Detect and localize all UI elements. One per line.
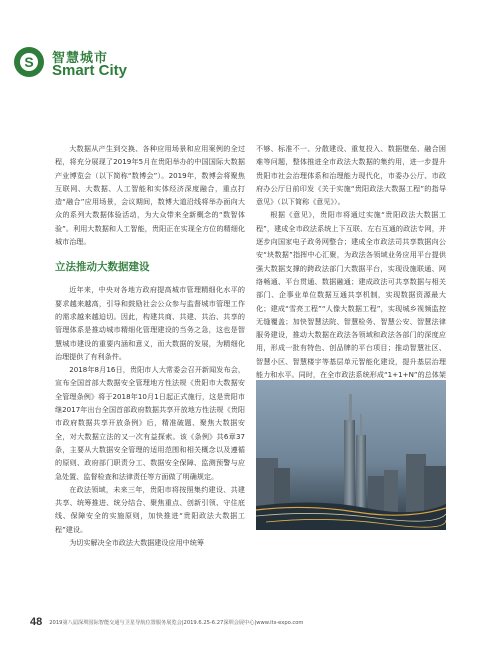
body-paragraph: 2018年8月16日，贵阳市人大常委会召开新闻发布会，宣布全国首部大数据安全管理地方性法规《贵阳市大数据安全管理条例》将于2018年10月1日起正式施行，这是贵阳市继2017年出台全国首部政府数据共享开放地方性法规《贵阳市政府数据共享开放条例》后，精准破题、聚焦大数据安全，对大数据立法的又一次有益探索。该《条例》共6章37条，主要从大数据安全管理的适用范围和相关概念以及遵循的原则、政府部门职责分工、数据安全保障、监测预警与应急处置、监督检查和法律责任等方面做了明确规定。 bbox=[55, 365, 245, 481]
body-paragraph: 近年来，中央对各地方政府提高城市管理精细化水平的要求越来越高，引导和鼓励社会公众参与监督城市管理工作的需求越来越迫切。因此，构建共商、共建、共治、共享的管理体系是推动城市精细化管理建设的当务之急，这也是智慧城市建设的重要内涵和意义，而大数据的发展，为精细化治理提供了有利条件。 bbox=[55, 285, 245, 361]
left-text-column bbox=[55, 142, 245, 549]
section-brand-english: Smart City bbox=[52, 62, 128, 79]
section-brand-chinese: 智慧城市 bbox=[52, 51, 109, 66]
city-skyline-photo bbox=[256, 380, 446, 530]
body-paragraph: 为切实解决全市政法大数据建设应用中统筹 bbox=[69, 538, 204, 548]
footer-event-info: 2019第八届深圳国际智能交通与卫星导航位置服务展览会|2019.6.25-6.27深圳会展中心|www.its-expo.com bbox=[49, 619, 304, 626]
logo-letter: S bbox=[20, 53, 38, 71]
section-heading: 立法推动大数据建设 bbox=[55, 261, 150, 274]
body-paragraph: 在政法领域，未来三年，贵阳市将按照集约建设、共建共享、统筹推进、统分结合、聚焦重点、创新引领、守住底线、保障安全的实施原则，加快推进“贵阳政法大数据工程”建设。 bbox=[55, 484, 245, 534]
page-number: 48 bbox=[30, 616, 43, 628]
page-header bbox=[14, 45, 214, 85]
city-skyline-illustration bbox=[256, 380, 446, 530]
page-footer bbox=[30, 615, 450, 629]
smart-city-logo-icon bbox=[14, 47, 44, 77]
body-paragraph: 根据《意见》，贵阳市将通过实施“贵阳政法大数据工程”，建成全市政法系统上下互联、左右互通的政法专网，并逐步向国家电子政务网整合；建成全市政法司共享数据向公安“块数据”指挥中心汇聚，为政法各领域业务应用平台提供强大数据支撑的跨政法部门大数据平台，实现设施联通、网络畅通、平台贯通、数据融通；建成政法可共享数据与相关部门、企事业单位数据互通共享机制，实现数据资源最大化；建成“雪亮工程”“人像大数据工程”，实现城乡视频监控无缝覆盖；加快智慧法院、智慧检务、智慧公安、智慧法律服务建设，推动大数据在政法各领域和政法各部门的深度应用，形成一批有特色、创品牌的平台项目；推动智慧社区、智慧小区、智慧楼宇等基层单元智能化建设，提升基层治理能力和水平。同时，在全市政法系统形成“1+1+N”的总体架 bbox=[256, 210, 446, 380]
body-paragraph-continued: 不够、标准不一、分散建设、重复投入、数据壁垒、融合困难等问题，整体推进全市政法大数据的集约用，进一步提升贵阳市社会治理体系和治理能力现代化，市委办公厅、市政府办公厅日前印发《关于实施“贵阳政法大数据工程”的指导意见》（以下简称《意见》）。 bbox=[256, 144, 446, 207]
right-text-column bbox=[256, 142, 446, 408]
intro-paragraph: 大数据从产生到交换、各种应用场景和应用案例的全过程，将充分展现了2019年5月在贵阳举办的中国国际大数据产业博览会（以下简称“数博会”）。2019年，数博会将聚焦互联网、大数据、人工智能和实体经济深度融合，重点打造“融合”应用场景，会议期间，数博大道沿线将举办面向大众的系列大数据体验活动，为大众带来全新概念的“数智体验”。利用大数据和人工智能，贵阳正在实现全方位的精细化城市治理。 bbox=[55, 144, 245, 247]
